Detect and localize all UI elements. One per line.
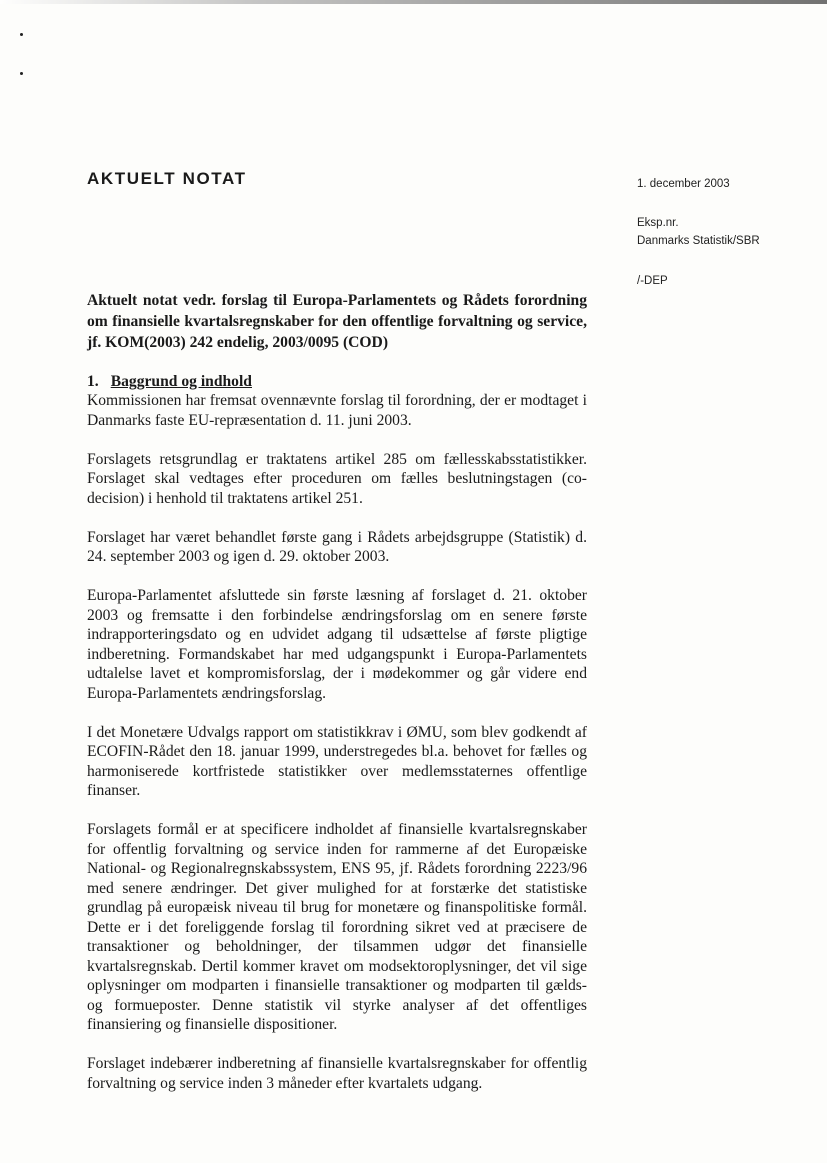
reference-office: Danmarks Statistik/SBR	[637, 235, 760, 247]
document-body	[87, 290, 587, 1113]
document-date: 1. december 2003	[637, 178, 730, 190]
reference-number-label: Eksp.nr.	[637, 217, 679, 229]
scan-edge	[0, 0, 827, 4]
scan-speck	[20, 72, 23, 75]
section-heading	[87, 372, 587, 391]
paragraph: Forslagets retsgrundlag er traktatens artikel 285 om fællesskabsstatistikker. Forslaget skal vedtages efter proceduren om fælles beslutningstagen (co-decision) i henhold til traktatens artikel 251.	[87, 450, 587, 507]
reference-block	[637, 214, 817, 250]
section-title: Baggrund og indhold	[110, 373, 252, 390]
page-title: AKTUELT NOTAT	[87, 169, 247, 188]
paragraph: Forslaget indebærer indberetning af finansielle kvartalsregnskaber for offentlig forvaltning og service inden 3 måneder efter kvartalets udgang.	[87, 1055, 587, 1092]
paragraph: Forslaget har været behandlet første gang i Rådets arbejdsgruppe (Statistik) d. 24. september 2003 og igen d. 29. oktober 2003.	[87, 528, 587, 565]
paragraph: Europa-Parlamentet afsluttede sin første læsning af forslaget d. 21. oktober 2003 og fremsatte i den forbindelse ændringsforslag om en senere første indrapporteringsdato og en udvidet adgang til udsættelse af første pligtige indberetning. Formandskabet har med udgangspunkt i Europa-Parlamentets udtalelse lavet et kompromisforslag, der i mødekommer og går videre end Europa-Parlamentets ændringsforslag.	[87, 587, 587, 702]
scan-speck	[20, 33, 23, 36]
paragraph: I det Monetære Udvalgs rapport om statistikkrav i ØMU, som blev godkendt af ECOFIN-Rådet den 18. januar 1999, understregedes bl.a. behovet for fælles og harmoniserede kortfristede statistikker over medlemsstaternes offentlige finanser.	[87, 723, 587, 799]
paragraph: Forslagets formål er at specificere indholdet af finansielle kvartalsregnskaber for offentlig forvaltning og service inden for rammerne af det Europæiske National- og Regionalregnskabssystem, ENS 95, jf. Rådets forordning 2223/96 med senere ændringer. Det giver mulighed for at forstærke det statistiske grundlag på europæisk niveau til brug for monetære og finanspolitiske formål. Dette er i det foreliggende forslag til forordning sikret ved at præcisere de transaktioner og beholdninger, der tilsammen udgør det finansielle kvartalsregnskab. Dertil kommer kravet om modsektoroplysninger, det vil sige oplysninger om modparten i finansielle transaktioner og modparten til gælds- og formueposter. Denne statistik vil styrke analyser af det offentliges finansiering og finansielle dispositioner.	[87, 821, 587, 1033]
department-code: /-DEP	[637, 275, 668, 287]
paragraph: Kommissionen har fremsat ovennævnte forslag til forordning, der er modtaget i Danmarks faste EU-repræsentation d. 11. juni 2003.	[87, 392, 587, 429]
document-title: Aktuelt notat vedr. forslag til Europa-Parlamentets og Rådets forordning om finansielle kvartalsregnskaber for den offentlige forvaltning og service, jf. KOM(2003) 242 endelig, 2003/0095 (COD)	[87, 292, 587, 351]
section-number: 1.	[87, 373, 99, 390]
